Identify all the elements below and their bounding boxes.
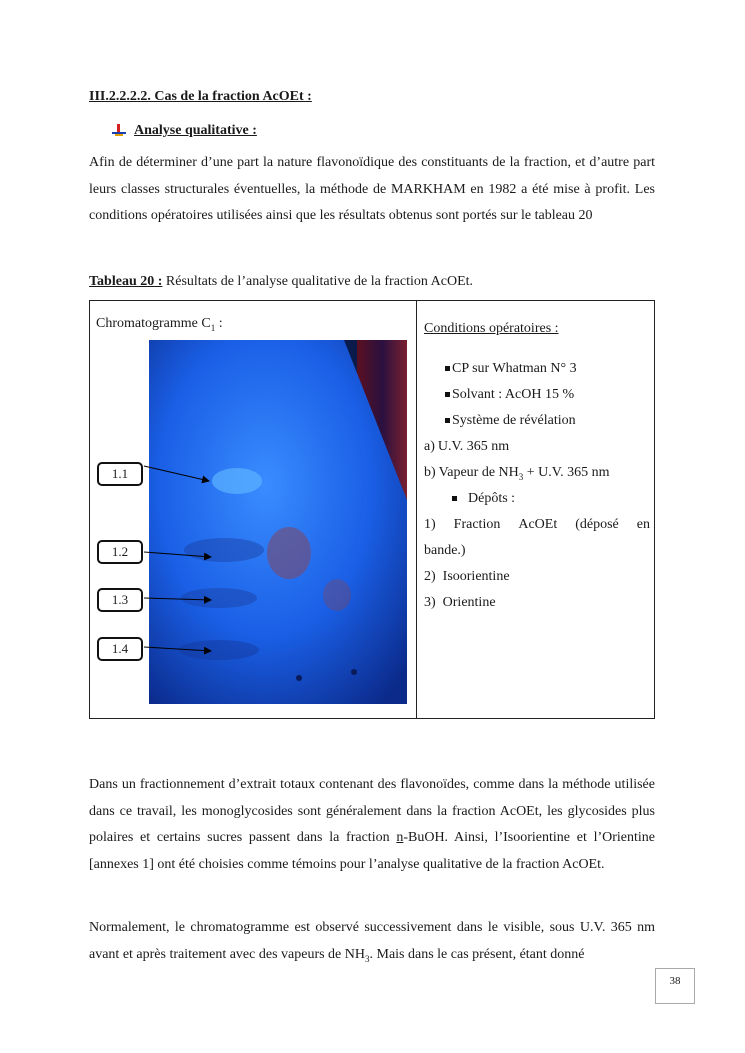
reveal-b: b) Vapeur de $NH_3 + U.V$. 365 nm [424, 465, 610, 482]
depots-title: Dépôts : [424, 486, 650, 512]
conditions-title: Conditions opératoires : [424, 321, 559, 336]
depot-1-cont: bande.) [424, 543, 466, 558]
page-number: 38 [655, 968, 695, 1004]
spot-label-1-2: 1.2 [97, 540, 143, 564]
paragraph-2: Dans un fractionnement d’extrait totaux contenant des flavonoïdes, comme dans la méthode utilisée dans ce travail, les monoglycosides sont généralement dans la fraction AcOEt, les glycosides plus polaires et certains sucres passent dans la fraction n-BuOH. Ainsi, l’Isoorientine et l’Orientine [annexes 1] ont été choisies comme témoins pour l’analyse qualitative de la fraction AcOEt. [89, 777, 655, 872]
bullet-revelation: Système de révélation [424, 408, 650, 434]
table-divider [416, 301, 417, 718]
subheading-text: Analyse qualitative : [134, 123, 257, 138]
subheading [112, 123, 257, 139]
reveal-a: a) U.V. 365 nm [424, 439, 510, 454]
chromatogram-title: Chromatogramme $C_1$ : [96, 316, 223, 333]
table-caption-text: Résultats de l’analyse qualitative de la fraction AcOEt. [162, 274, 474, 289]
depot-3: 3) Orientine [424, 595, 496, 610]
bullet-paper: CP sur Whatman N° 3 [424, 356, 650, 382]
spot-label-1-3: 1.3 [97, 588, 143, 612]
depot-2: 2) Isoorientine [424, 569, 510, 584]
section-heading: III.2.2.2.2. Cas de la fraction AcOEt : [89, 89, 312, 104]
intro-paragraph: Afin de déterminer d’une part la nature flavonoïdique des constituants de la fraction, et d’autre part leurs classes structurales éventuelles, la méthode de MARKHAM en 1982 a été mise à profit. Les conditions opératoires utilisées ainsi que les résultats obtenus sont portés sur le tableau 20 [89, 155, 655, 223]
spot-label-1-4: 1.4 [97, 637, 143, 661]
table-caption-label: Tableau 20 : [89, 274, 163, 289]
depot-1: 1) Fraction AcOEt (déposé en [424, 517, 650, 532]
table-caption [89, 274, 473, 290]
conditions-cell [424, 316, 650, 616]
paragraph-3: Normalement, le chromatogramme est observé successivement dans le visible, sous U.V. 365 nm avant et après traitement avec des vapeurs de $NH_3$. Mais dans le cas présent, étant donné [89, 920, 655, 964]
bullet-arrow-icon [112, 124, 126, 138]
results-table [89, 300, 655, 719]
spot-label-1-1: 1.1 [97, 462, 143, 486]
bullet-solvent: Solvant : AcOH 15 % [424, 382, 650, 408]
